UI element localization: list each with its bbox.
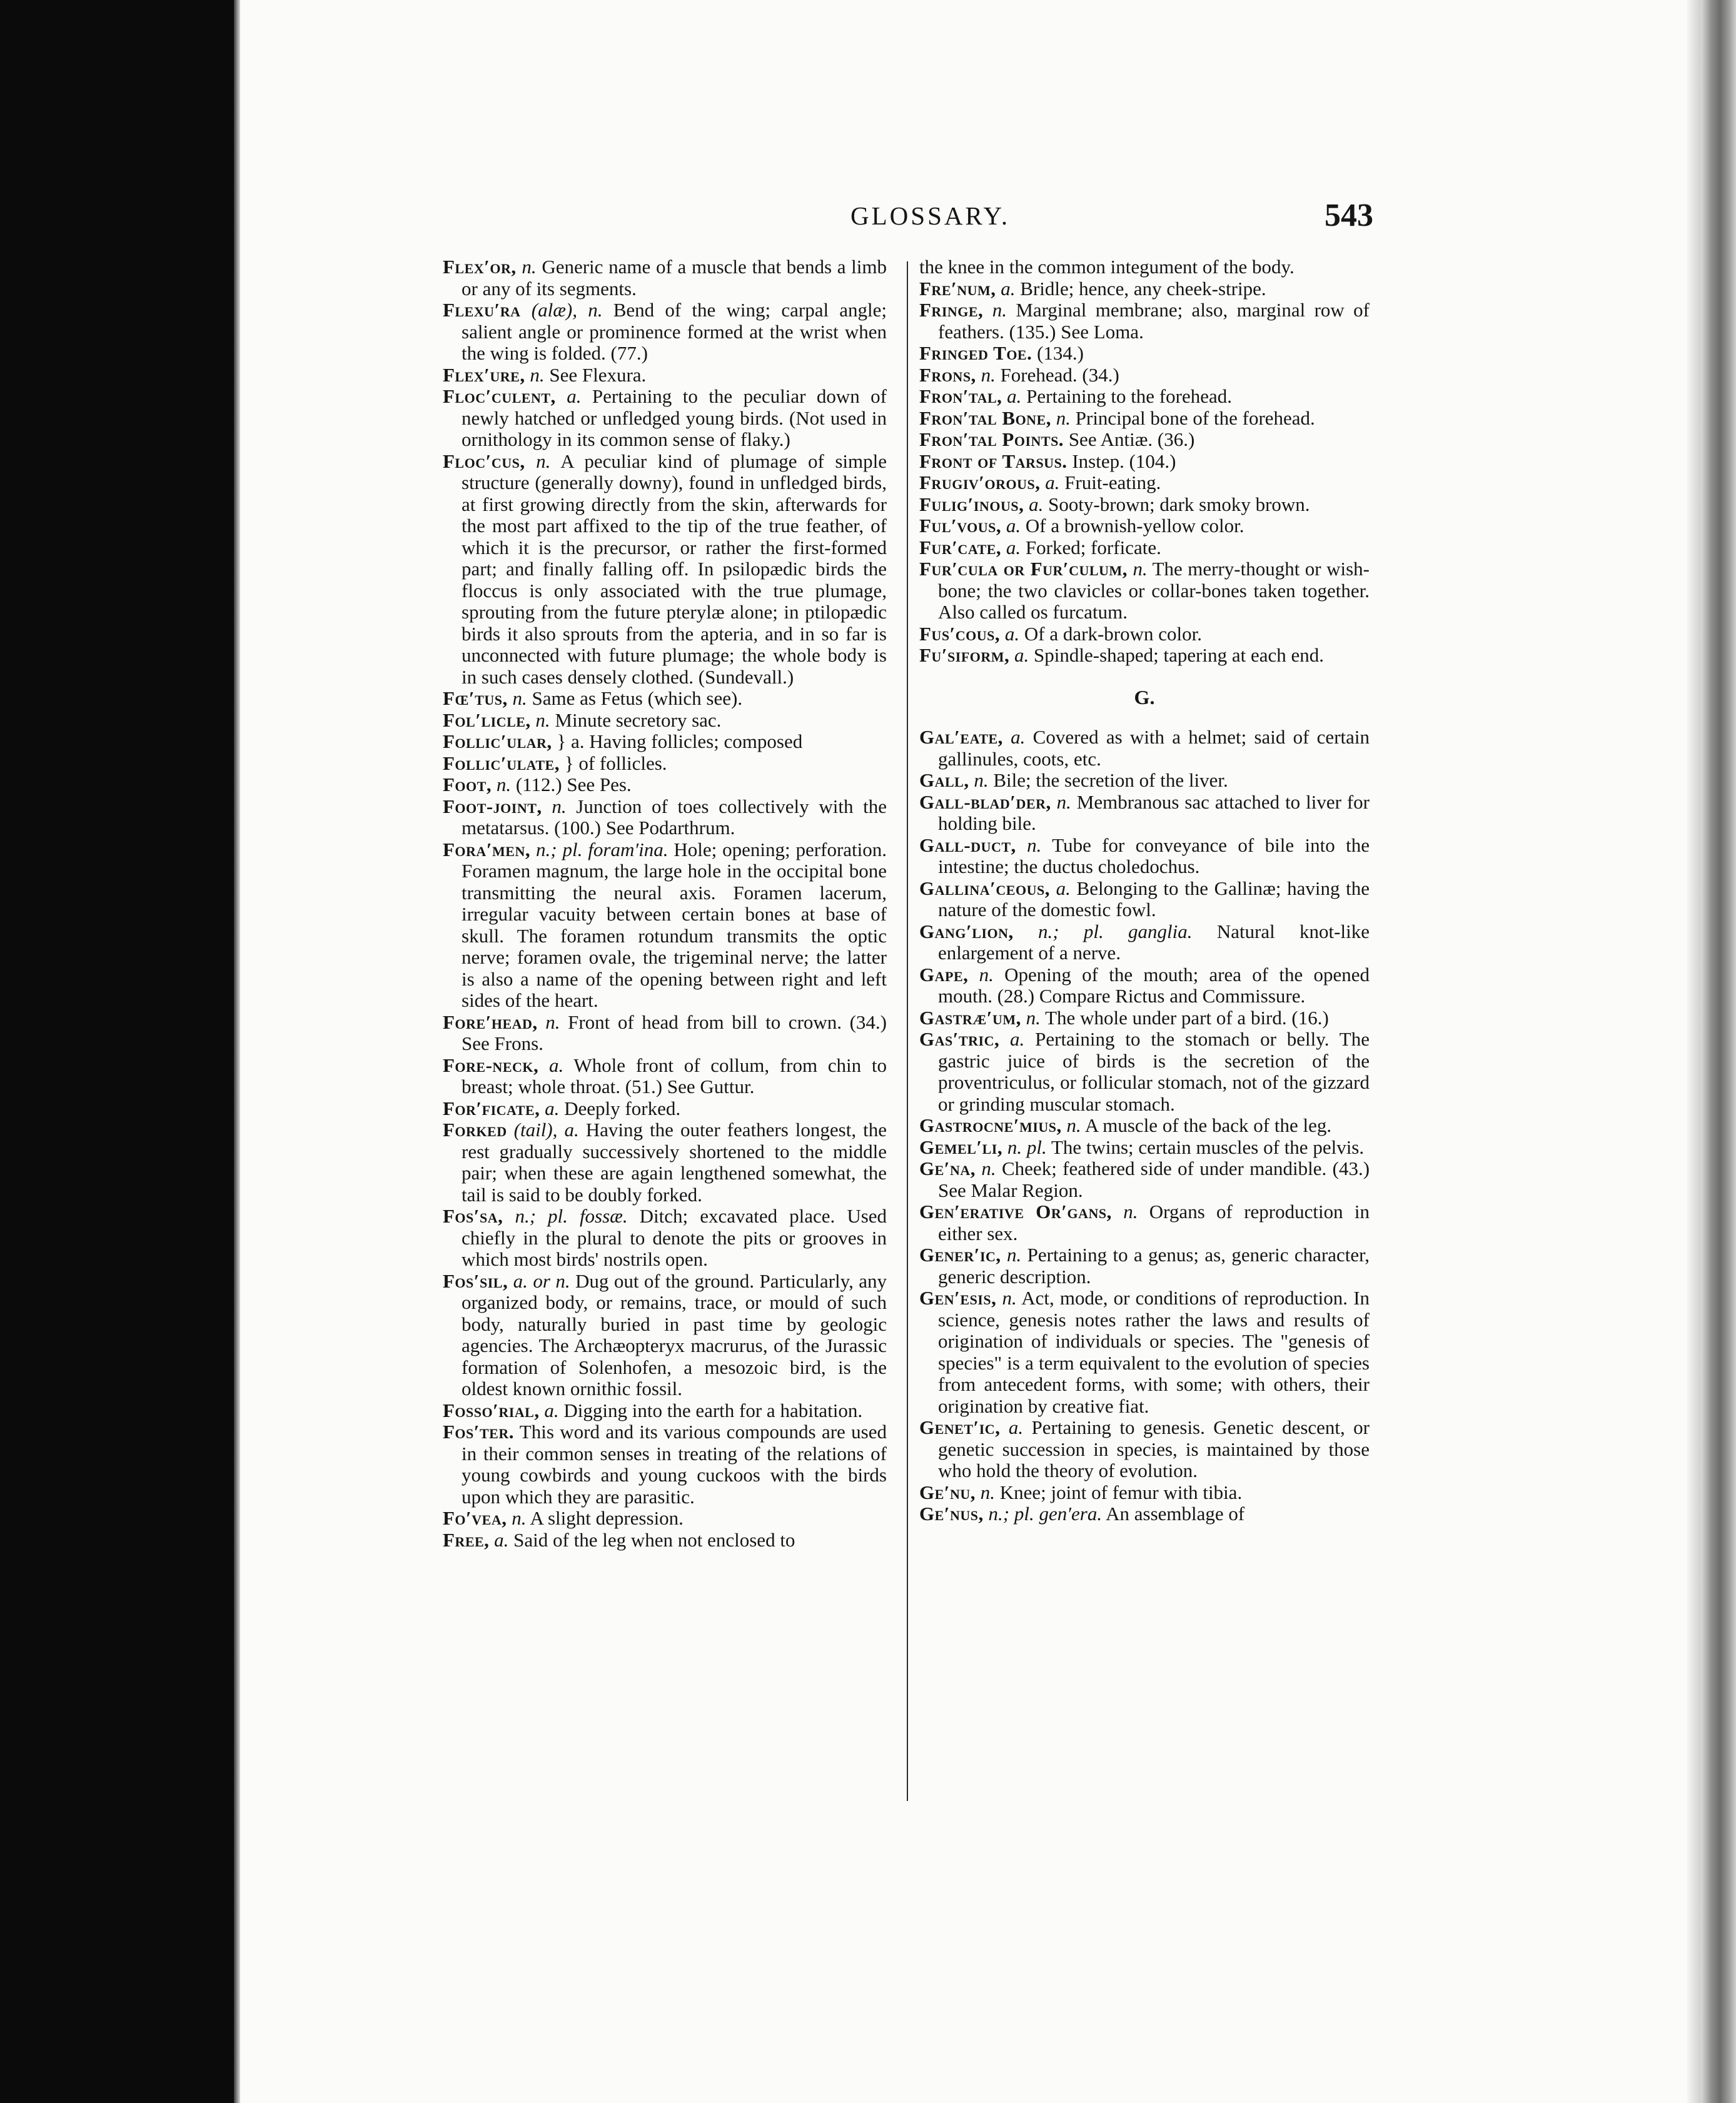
section-letter: G. <box>1134 685 1155 709</box>
entry-definition: Cheek; feathered side of under mandible. (43.) See Malar Region. <box>938 1157 1370 1201</box>
glossary-entry <box>919 472 1370 494</box>
glossary-entry <box>919 1288 1370 1417</box>
entry-definition: Front of head from bill to crown. (34.) See Frons. <box>462 1011 887 1054</box>
glossary-entry <box>919 537 1370 559</box>
glossary-entry <box>919 278 1370 300</box>
entry-definition: Sooty-brown; dark smoky brown. <box>1048 493 1310 515</box>
entry-part-of-speech: n. <box>1133 558 1148 580</box>
glossary-entry <box>443 839 887 1012</box>
running-head: GLOSSARY. <box>850 201 1011 230</box>
entry-headword: Fo′vea, <box>443 1507 507 1529</box>
entry-definition: See Flexura. <box>549 363 647 386</box>
entry-part-of-speech: n. <box>522 256 537 278</box>
entry-definition: The merry-thought or wish-bone; the two clavicles or collar-bones taken together. Also called os furcatum. <box>938 558 1370 623</box>
entry-definition: Bend of the wing; carpal angle; salient angle or prominence formed at the wrist when the wing is folded. (77.) <box>462 299 887 364</box>
left-column <box>443 256 887 1551</box>
entry-definition: Generic name of a muscle that bends a limb or any of its segments. <box>462 256 887 300</box>
entry-headword: Fos′sil, <box>443 1269 508 1292</box>
glossary-entry <box>443 753 887 775</box>
entry-part-of-speech: a. <box>548 1054 564 1076</box>
entry-definition: } a. Having follicles; composed <box>557 730 803 752</box>
glossary-entry <box>919 256 1370 278</box>
glossary-entry <box>443 1098 887 1120</box>
entry-definition: Fruit-eating. <box>1064 472 1161 493</box>
entry-definition: Forked; forficate. <box>1025 536 1161 558</box>
entry-definition: An assemblage of <box>1106 1503 1245 1525</box>
entry-headword: Foot-joint, <box>443 795 542 817</box>
scan-page-edge-left <box>234 0 240 2103</box>
entry-headword: Gastræ′um, <box>919 1006 1021 1029</box>
glossary-entry <box>919 1201 1370 1244</box>
entry-part-of-speech: n. <box>974 769 989 791</box>
entry-headword: Fur′cate, <box>919 536 1002 558</box>
entry-part-of-speech: a. <box>1008 1416 1024 1438</box>
entry-definition: Pertaining to the forehead. <box>1026 385 1232 407</box>
entry-headword: Gallina′ceous, <box>919 877 1050 899</box>
glossary-entry <box>443 688 887 710</box>
glossary-entry <box>919 623 1370 645</box>
glossary-entry <box>919 1115 1370 1137</box>
entry-definition: Deeply forked. <box>564 1097 681 1119</box>
entry-definition: Hole; opening; perforation. Foramen magnum, the large hole in the occipital bone transmitting the neural axis. Foramen lacerum, irregular vacuity between certain bones at base of skull. The foramen rotundum transmits the optic nerve; foramen ovale, the trigeminal nerve; the latter is also a name of the opening between right and left sides of the heart. <box>462 838 887 1011</box>
entry-headword: Gall-duct, <box>919 834 1016 856</box>
glossary-entry <box>919 645 1370 667</box>
glossary-entry <box>919 1244 1370 1288</box>
entry-headword: Gen′erative Or′gans, <box>919 1201 1112 1223</box>
entry-definition: This word and its various compounds are used in their common senses in treating of the relations of young cowbirds and young cuckoos with the birds upon which they are parasitic. <box>462 1421 887 1508</box>
entry-definition: Whole front of collum, from chin to breast; whole throat. (51.) See Guttur. <box>462 1054 887 1097</box>
glossary-entry <box>443 1530 887 1551</box>
entry-part-of-speech: n. <box>1026 1006 1041 1029</box>
entry-definition: the knee in the common integument of the body. <box>919 256 1294 278</box>
glossary-entry <box>443 1055 887 1098</box>
entry-definition: Bridle; hence, any cheek-stripe. <box>1020 277 1266 300</box>
entry-definition: } of follicles. <box>564 752 667 774</box>
entry-headword: Forked <box>443 1119 507 1141</box>
entry-definition: The whole under part of a bird. (16.) <box>1045 1006 1329 1029</box>
glossary-entry <box>443 796 887 839</box>
entry-definition: Of a dark-brown color. <box>1024 622 1202 645</box>
glossary-entry <box>443 1400 887 1422</box>
glossary-entry <box>443 1508 887 1530</box>
entry-part-of-speech: n. <box>512 687 527 709</box>
entry-part-of-speech: n. <box>552 795 567 817</box>
entry-part-of-speech: (tail), a. <box>513 1119 579 1141</box>
glossary-entry <box>443 1271 887 1400</box>
glossary-entry <box>919 1007 1370 1029</box>
entry-part-of-speech: a. <box>567 385 582 407</box>
entry-headword: Ge′nus, <box>919 1503 984 1525</box>
entry-definition: (112.) See Pes. <box>515 774 632 795</box>
entry-headword: Fulig′inous, <box>919 493 1024 515</box>
entry-headword: Fosso′rial, <box>443 1399 540 1421</box>
entry-headword: Fol′licle, <box>443 709 531 731</box>
entry-headword: Flex′ure, <box>443 363 525 386</box>
entry-part-of-speech: a. or n. <box>513 1269 570 1292</box>
entry-definition: Opening of the mouth; area of the opened mouth. (28.) Compare Rictus and Commissure. <box>938 963 1370 1007</box>
entry-headword: Fora′men, <box>443 838 531 860</box>
entry-definition: Bile; the secretion of the liver. <box>993 769 1228 791</box>
glossary-entry <box>919 558 1370 623</box>
glossary-entry <box>919 451 1370 473</box>
glossary-entry <box>443 451 887 688</box>
entry-headword: For′ficate, <box>443 1097 540 1119</box>
glossary-entry <box>919 921 1370 964</box>
glossary-entry <box>919 878 1370 921</box>
glossary-entry <box>919 1503 1370 1525</box>
entry-headword: Free, <box>443 1528 490 1551</box>
entry-definition: Spindle-shaped; tapering at each end. <box>1034 644 1325 666</box>
glossary-entry <box>919 1137 1370 1159</box>
glossary-entry <box>443 1206 887 1271</box>
entry-part-of-speech: a. <box>1014 644 1029 666</box>
entry-definition: Forehead. (34.) <box>1000 363 1119 386</box>
glossary-entry <box>443 256 887 300</box>
entry-definition: Pertaining to the stomach or belly. The gastric juice of birds is the secretion of the proventriculus, or follicular stomach, not of the gizzard or grinding muscular stomach. <box>938 1028 1370 1115</box>
entry-definition: The twins; certain muscles of the pelvis. <box>1051 1136 1365 1158</box>
entry-part-of-speech: n. <box>530 363 545 386</box>
entry-headword: Fre′num, <box>919 277 996 300</box>
entry-definition: Having the outer feathers longest, the rest gradually successively shortened to the middle pair; when these are again lengthened somewhat, the tail is said to be doubly forked. <box>462 1119 887 1206</box>
entry-definition: Membranous sac attached to liver for holding bile. <box>938 790 1370 834</box>
entry-definition: Same as Fetus (which see). <box>532 687 743 709</box>
entry-headword: Follic′ular, <box>443 730 552 752</box>
entry-part-of-speech: a. <box>1010 1028 1025 1050</box>
entry-part-of-speech: n. <box>536 450 551 472</box>
entry-definition: Digging into the earth for a habitation. <box>563 1399 863 1421</box>
entry-definition: Instep. (104.) <box>1072 450 1176 472</box>
entry-definition: Pertaining to a genus; as, generic character, generic description. <box>938 1244 1370 1288</box>
entry-headword: Foot, <box>443 774 492 795</box>
glossary-entry <box>443 1421 887 1508</box>
entry-headword: Fus′cous, <box>919 622 1001 645</box>
entry-headword: Fore′head, <box>443 1011 538 1033</box>
glossary-entry <box>919 429 1370 451</box>
entry-definition: Pertaining to genesis. Genetic descent, or genetic succession in species, is maintained by those who hold the theory of evolution. <box>938 1416 1370 1481</box>
entry-part-of-speech: a. <box>1001 277 1016 300</box>
entry-part-of-speech: n. <box>1002 1287 1017 1309</box>
entry-part-of-speech: a. <box>1004 622 1020 645</box>
entry-definition: Knee; joint of femur with tibia. <box>999 1481 1243 1503</box>
entry-part-of-speech: n.; pl. fossæ. <box>515 1205 628 1227</box>
entry-headword: Gastrocne′mius, <box>919 1114 1062 1136</box>
entry-part-of-speech: n. <box>1123 1201 1138 1223</box>
glossary-entry <box>919 792 1370 835</box>
right-column <box>919 256 1370 1525</box>
entry-headword: Flex′or, <box>443 256 517 278</box>
glossary-entry <box>919 1417 1370 1482</box>
glossary-entry <box>919 386 1370 408</box>
entry-headword: Fron′tal Points. <box>919 428 1064 450</box>
entry-headword: Gal′eate, <box>919 726 1003 748</box>
page-number: 543 <box>1325 198 1373 233</box>
entry-part-of-speech: n. <box>1056 406 1071 429</box>
entry-headword: Fringe, <box>919 299 984 321</box>
entry-headword: Fos′ter. <box>443 1421 514 1443</box>
glossary-entry <box>919 365 1370 386</box>
entry-definition: Of a brownish-yellow color. <box>1025 515 1244 537</box>
entry-definition: Principal bone of the forehead. <box>1075 406 1315 429</box>
entry-headword: Fu′siform, <box>919 644 1010 666</box>
entry-part-of-speech: n.; pl. foram′ina. <box>536 838 669 860</box>
entry-headword: Gang′lion, <box>919 920 1014 942</box>
entry-part-of-speech: n. <box>980 1481 996 1503</box>
entry-headword: Floc′culent, <box>443 385 556 407</box>
entry-part-of-speech: n. <box>981 363 996 386</box>
right-column-bottom <box>919 727 1370 1525</box>
entry-headword: Fringed Toe. <box>919 342 1032 364</box>
right-column-top <box>919 256 1370 667</box>
glossary-entry <box>443 774 887 796</box>
entry-headword: Floc′cus, <box>443 450 525 472</box>
glossary-entry <box>443 731 887 753</box>
entry-definition: A slight depression. <box>530 1507 684 1529</box>
entry-definition: Tube for conveyance of bile into the intestine; the ductus choledochus. <box>938 834 1370 877</box>
entry-part-of-speech: n. <box>512 1507 527 1529</box>
entry-part-of-speech: n. <box>992 299 1007 321</box>
scan-dark-margin <box>0 0 234 2103</box>
entry-headword: Ful′vous, <box>919 515 1002 537</box>
entry-part-of-speech: a. <box>1011 726 1026 748</box>
glossary-entry <box>919 494 1370 516</box>
entry-part-of-speech: a. <box>1006 536 1021 558</box>
entry-part-of-speech: n. <box>1007 1244 1022 1266</box>
scan-book-edge <box>1701 0 1736 2103</box>
entry-headword: Gall, <box>919 769 969 791</box>
entry-definition: Said of the leg when not enclosed to <box>513 1528 795 1551</box>
entry-part-of-speech: n. <box>545 1011 560 1033</box>
entry-headword: Gas′tric, <box>919 1028 1000 1050</box>
page-header <box>438 197 1376 247</box>
glossary-entry <box>919 770 1370 792</box>
glossary-entry <box>919 300 1370 343</box>
entry-headword: Frugiv′orous, <box>919 472 1041 493</box>
entry-headword: Gape, <box>919 963 969 986</box>
entry-definition: Minute secretory sac. <box>555 709 722 731</box>
entry-headword: Fron′tal, <box>919 385 1002 407</box>
entry-definition: Covered as with a helmet; said of certain gallinules, coots, etc. <box>938 726 1370 770</box>
entry-headword: Gemel′li, <box>919 1136 1003 1158</box>
entry-headword: Flexu′ra <box>443 299 521 321</box>
entry-headword: Ge′na, <box>919 1157 976 1179</box>
entry-definition: Pertaining to the peculiar down of newly hatched or unfledged young birds. (Not used in ornithology in its common sense of flaky.) <box>462 385 887 450</box>
glossary-entry <box>919 343 1370 365</box>
entry-definition: Dug out of the ground. Particularly, any organized body, or remains, trace, or mould of such body, naturally buried in past time by geologic agencies. The Archæopteryx macrurus, of the Jurassic formation of Solenhofen, a mesozoic bird, is the oldest known ornithic fossil. <box>462 1269 887 1399</box>
entry-part-of-speech: n. <box>1027 834 1042 856</box>
entry-headword: Genet′ic, <box>919 1416 1001 1438</box>
entry-part-of-speech: (alæ), n. <box>531 299 603 321</box>
entry-headword: Front of Tarsus. <box>919 450 1067 472</box>
entry-definition: A peculiar kind of plumage of simple structure (generally downy), found in unfledged birds, at first growing directly from the skin, afterwards for the most part affixed to the tip of the true feather, of which it is the precursor, or rather the first-formed part; and finally falling off. In psilopædic birds the floccus is only associated with the true plumage, sprouting from the future pterylæ alone; in ptilopædic birds it also sprouts from the apteria, and in so far is unconnected with future plumage; the whole body is in such cases densely clothed. (Sundevall.) <box>462 450 887 688</box>
entry-headword: Fœ′tus, <box>443 687 508 709</box>
entry-headword: Fur′cula or Fur′culum, <box>919 558 1128 580</box>
glossary-entry <box>443 365 887 386</box>
entry-headword: Follic′ulate, <box>443 752 560 774</box>
glossary-entry <box>919 515 1370 537</box>
entry-part-of-speech: a. <box>1006 515 1021 537</box>
glossary-entry <box>919 408 1370 430</box>
entry-definition: Natural knot-like enlargement of a nerve. <box>938 920 1370 964</box>
entry-part-of-speech: n. pl. <box>1007 1136 1047 1158</box>
entry-part-of-speech: n.; pl. gen′era. <box>988 1503 1103 1525</box>
entry-headword: Gall-blad′der, <box>919 790 1051 813</box>
entry-definition: Organs of reproduction in either sex. <box>938 1201 1370 1244</box>
entry-definition: Junction of toes collectively with the metatarsus. (100.) See Podarthrum. <box>462 795 887 839</box>
entry-part-of-speech: a. <box>1056 877 1071 899</box>
entry-headword: Ge′nu, <box>919 1481 976 1503</box>
entry-headword: Fron′tal Bone, <box>919 406 1051 429</box>
entry-part-of-speech: n. <box>535 709 550 731</box>
entry-headword: Frons, <box>919 363 976 386</box>
entry-part-of-speech: n. <box>979 963 994 986</box>
glossary-entry <box>443 386 887 451</box>
entry-part-of-speech: a. <box>545 1097 560 1119</box>
entry-part-of-speech: a. <box>1045 472 1060 493</box>
entry-definition: See Antiæ. (36.) <box>1068 428 1195 450</box>
glossary-entry <box>919 964 1370 1007</box>
glossary-entry <box>919 1029 1370 1115</box>
glossary-entry <box>443 300 887 365</box>
entry-part-of-speech: a. <box>544 1399 559 1421</box>
entry-definition: Act, mode, or conditions of reproduction. In science, genesis notes rather the laws and results of origination of individuals or species. The "genesis of species" is a term equivalent to the evolution of species from antecedent forms, with some; with others, their origination by creative fiat. <box>938 1287 1370 1417</box>
entry-definition: Belonging to the Gallinæ; having the nature of the domestic fowl. <box>938 877 1370 920</box>
entry-headword: Gener′ic, <box>919 1244 1001 1266</box>
entry-part-of-speech: a. <box>1029 493 1044 515</box>
entry-part-of-speech: a. <box>1007 385 1022 407</box>
entry-definition: Ditch; excavated place. Used chiefly in the plural to denote the pits or grooves in which most birds' nostrils open. <box>462 1205 887 1270</box>
glossary-entry <box>919 727 1370 770</box>
glossary-entry <box>443 710 887 732</box>
entry-headword: Gen′esis, <box>919 1287 997 1309</box>
entry-part-of-speech: n. <box>1056 790 1071 813</box>
entry-part-of-speech: n. <box>981 1157 996 1179</box>
glossary-entry <box>919 1158 1370 1201</box>
glossary-entry <box>443 1119 887 1206</box>
entry-part-of-speech: n. <box>496 774 512 795</box>
glossary-entry <box>919 835 1370 878</box>
entry-part-of-speech: n.; pl. ganglia. <box>1038 920 1193 942</box>
entry-definition: Marginal membrane; also, marginal row of feathers. (135.) See Loma. <box>938 299 1370 343</box>
entry-part-of-speech: n. <box>1066 1114 1081 1136</box>
entry-headword: Fos′sa, <box>443 1205 503 1227</box>
entry-definition: (134.) <box>1037 342 1084 364</box>
entry-part-of-speech: a. <box>494 1528 509 1551</box>
glossary-entry <box>443 1012 887 1055</box>
scan-page-edge-right <box>1687 0 1701 2103</box>
column-divider <box>907 261 908 1801</box>
entry-definition: A muscle of the back of the leg. <box>1084 1114 1332 1136</box>
entry-headword: Fore-neck, <box>443 1054 539 1076</box>
glossary-entry <box>919 1482 1370 1504</box>
